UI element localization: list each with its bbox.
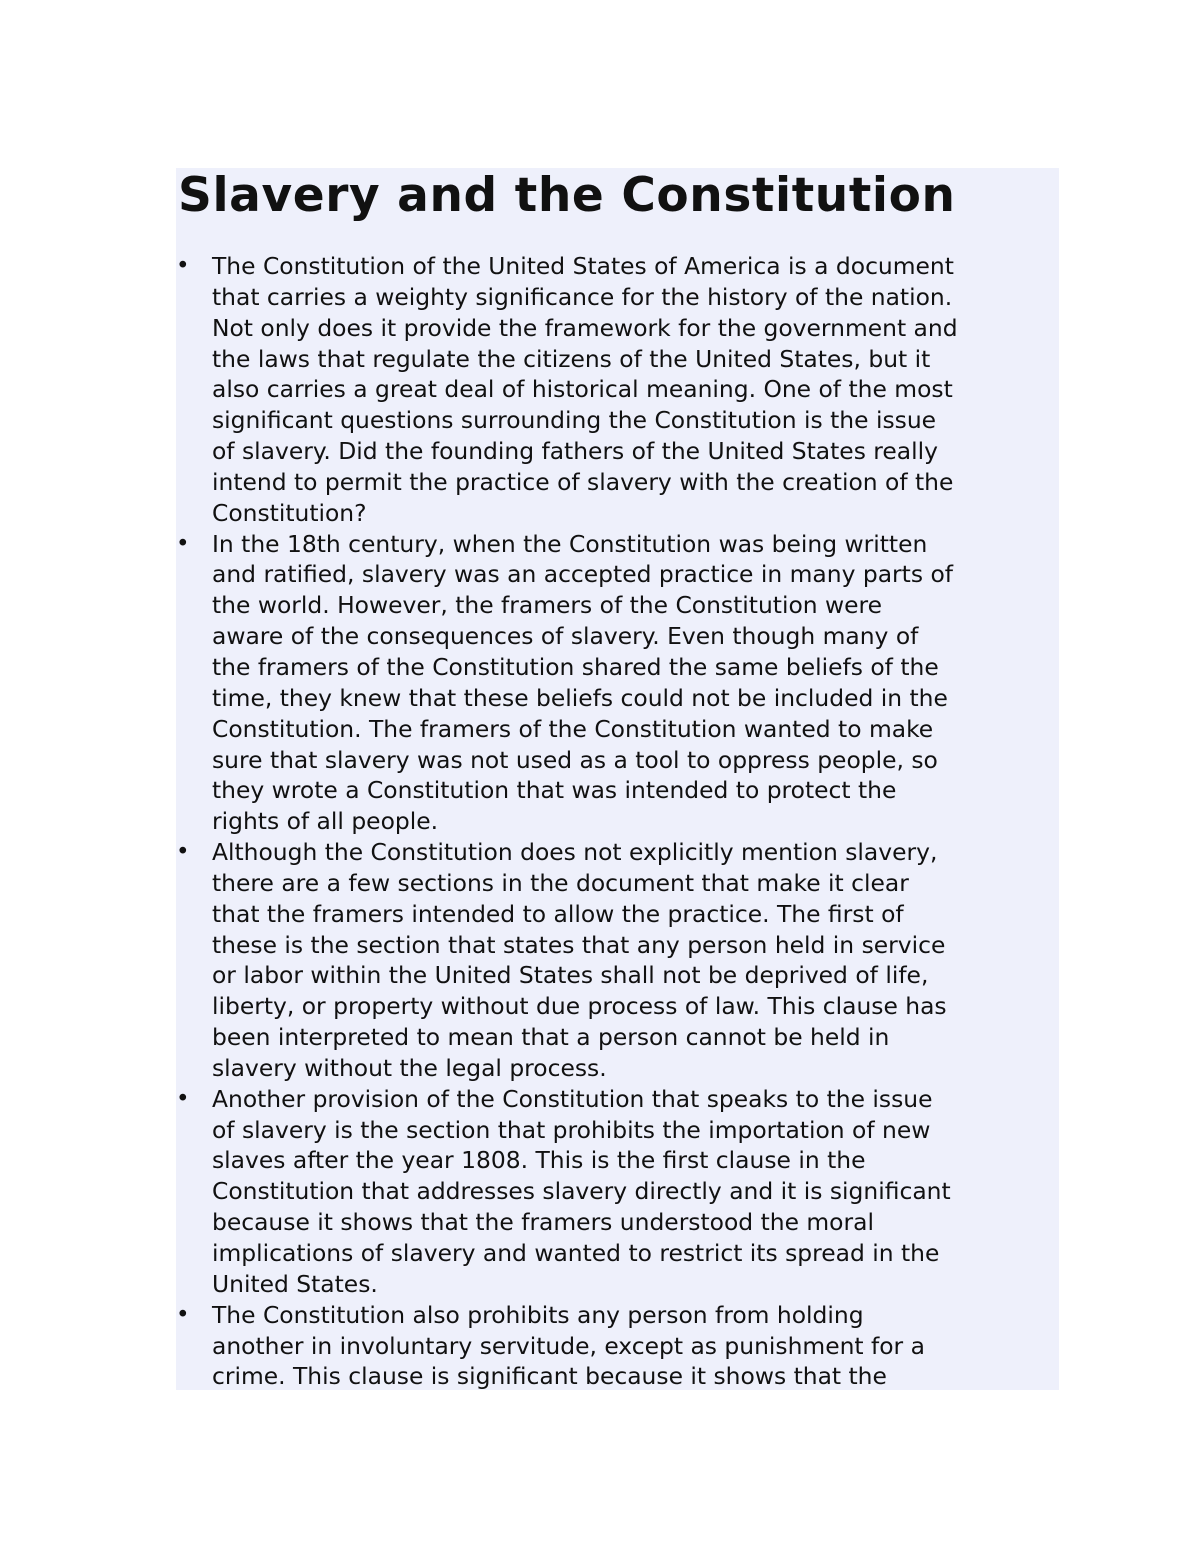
list-item	[176, 1084, 1059, 1300]
paragraph-line: also carries a great deal of historical meaning. One of the most	[212, 375, 953, 404]
paragraph-line: the framers of the Constitution shared the same beliefs of the	[212, 652, 939, 681]
paragraph-line: Although the Constitution does not explicitly mention slavery,	[212, 838, 938, 867]
paragraph-line: rights of all people.	[212, 807, 439, 836]
paragraph-line: Not only does it provide the framework for the government and	[212, 313, 958, 342]
paragraph-line: these is the section that states that any person held in service	[212, 930, 946, 959]
paragraph-line: time, they knew that these beliefs could not be included in the	[212, 683, 948, 712]
paragraph-line: Another provision of the Constitution that speaks to the issue	[212, 1084, 933, 1113]
list-item	[176, 837, 1059, 1084]
paragraph-line: significant questions surrounding the Constitution is the issue	[212, 406, 937, 435]
bullet-icon: •	[176, 1085, 190, 1112]
paragraph-line: United States.	[212, 1269, 378, 1298]
paragraph-line: Constitution?	[212, 498, 367, 527]
paragraph-line: aware of the consequences of slavery. Even though many of	[212, 622, 919, 651]
paragraph-line: sure that slavery was not used as a tool to oppress people, so	[212, 745, 938, 774]
paragraph-line: Constitution that addresses slavery directly and it is significant	[212, 1177, 951, 1206]
paragraph-line: they wrote a Constitution that was intended to protect the	[212, 776, 897, 805]
paragraph-line: that carries a weighty significance for the history of the nation.	[212, 282, 953, 311]
bullet-icon: •	[176, 839, 190, 866]
paragraph-line: because it shows that the framers understood the moral	[212, 1208, 874, 1237]
list-item	[176, 1300, 1059, 1390]
paragraph-line: been interpreted to mean that a person cannot be held in	[212, 1023, 890, 1052]
paragraph-line: liberty, or property without due process of law. This clause has	[212, 992, 947, 1021]
paragraph-line: another in involuntary servitude, except as punishment for a	[212, 1331, 925, 1360]
paragraph-line: that the framers intended to allow the practice. The first of	[212, 899, 904, 928]
paragraph-line: there are a few sections in the document that make it clear	[212, 868, 909, 897]
list-item	[176, 529, 1059, 837]
paragraph-line: Constitution. The framers of the Constitution wanted to make	[212, 714, 934, 743]
bullet-list	[176, 251, 1059, 1390]
paragraph-line: of slavery is the section that prohibits the importation of new	[212, 1115, 931, 1144]
paragraph-line: The Constitution also prohibits any person from holding	[212, 1300, 864, 1329]
paragraph-line: or labor within the United States shall not be deprived of life,	[212, 961, 929, 990]
document-title: Slavery and the Constitution	[178, 168, 956, 223]
paragraph-line: implications of slavery and wanted to restrict its spread in the	[212, 1239, 940, 1267]
list-item	[176, 251, 1059, 529]
paragraph-line: slaves after the year 1808. This is the first clause in the	[212, 1146, 866, 1175]
paragraph-line: In the 18th century, when the Constitution was being written	[212, 529, 928, 558]
bullet-icon: •	[176, 530, 190, 557]
bullet-icon: •	[176, 253, 190, 279]
paragraph-line: crime. This clause is significant because it shows that the	[212, 1362, 887, 1390]
paragraph-line: and ratified, slavery was an accepted practice in many parts of	[212, 560, 953, 589]
paragraph-line: The Constitution of the United States of America is a document	[212, 252, 954, 280]
paragraph-line: the world. However, the framers of the Constitution were	[212, 591, 883, 620]
paragraph-line: intend to permit the practice of slavery with the creation of the	[212, 467, 954, 496]
paragraph-line: the laws that regulate the citizens of the United States, but it	[212, 344, 931, 373]
paragraph-line: slavery without the legal process.	[212, 1053, 607, 1082]
content-block	[176, 168, 1059, 1390]
paragraph-line: of slavery. Did the founding fathers of the United States really	[212, 437, 938, 466]
bullet-icon: •	[176, 1301, 190, 1328]
